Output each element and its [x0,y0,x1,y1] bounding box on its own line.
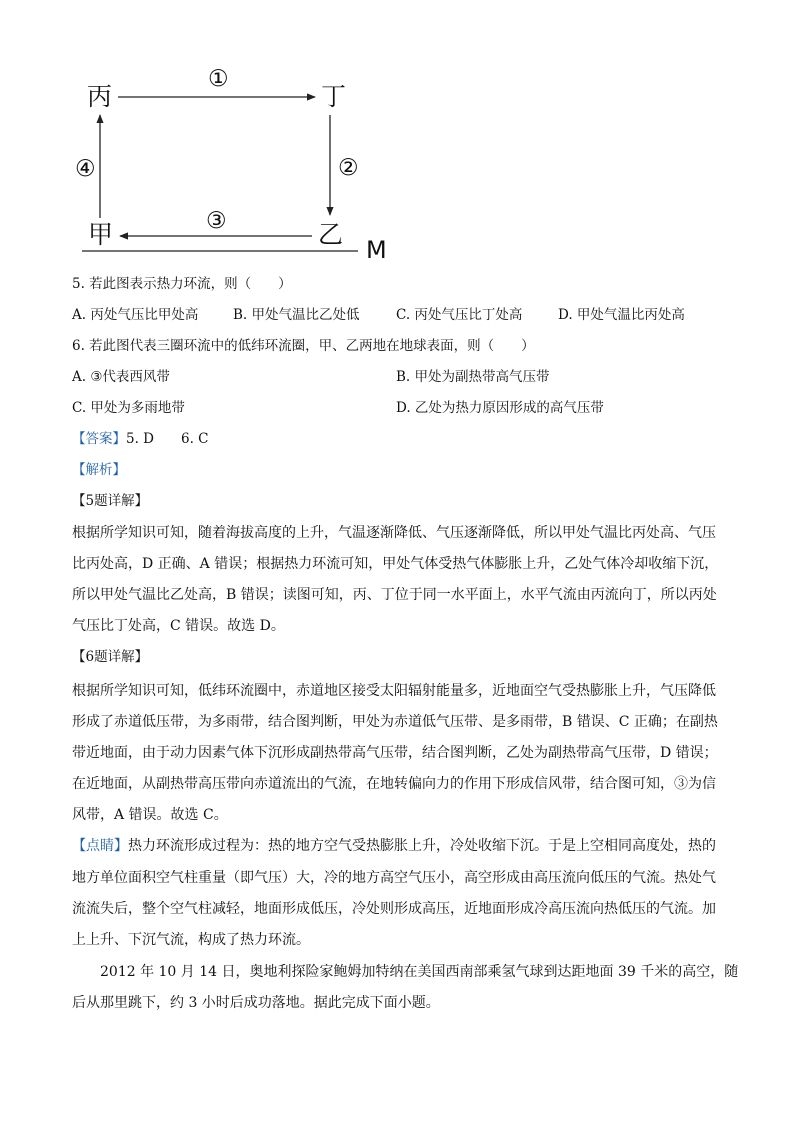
tip-line: 地方单位面积空气柱重量（即气压）大，冷的地方高空气压小，高空形成由高压流向低压的气流。热处气 [72,870,716,886]
tip-line: 流流失后，整个空气柱减轻，地面形成低压，冷处则形成高压，近地面形成冷高压流向热低压的气流。加 [72,901,716,917]
detail-6-line: 形成了赤道低压带，为多雨带，结合图判断，甲处为赤道低气压带、是多雨带，B 错误、C 正确；在副热 [72,714,718,730]
detail-6-line: 根据所学知识可知，低纬环流圈中，赤道地区接受太阳辐射能量多，近地面空气受热膨胀上升，气压降低 [72,683,716,699]
detail-6-tag: 【6题详解】 [72,649,149,665]
detail-6-line: 在近地面，从副热带高压带向赤道流出的气流，在地转偏向力的作用下形成信风带，结合图可知，③为信 [72,776,716,792]
answer-tag: 【答案】 [72,431,126,447]
q5-option-c: C. 丙处气压比丁处高 [396,307,523,323]
label-jia: 甲 [88,220,114,249]
question-6-stem: 6. 若此图代表三圈环流中的低纬环流圈，甲、乙两地在地球表面，则（ ） [72,338,535,354]
q6-option-a: A. ③代表西风带 [72,369,170,385]
q5-option-d: D. 甲处气温比丙处高 [558,307,685,323]
detail-6-line: 带近地面，由于动力因素气体下沉形成副热带高气压带，结合图判断，乙处为副热带高气压带，D 错误； [72,745,718,761]
q6-option-b: B. 甲处为副热带高气压带 [396,369,550,385]
label-m: M [366,236,387,264]
tip-line-first [72,839,722,853]
q6-option-d: D. 乙处为热力原因形成的高气压带 [396,400,604,416]
label-bing: 丙 [87,82,113,111]
circulation-diagram [60,60,400,270]
label-arrow-2: ② [338,155,359,181]
q5-option-b: B. 甲处气温比乙处低 [233,307,360,323]
label-arrow-1: ① [208,66,229,92]
analysis-tag: 【解析】 [72,462,126,478]
answer-line [72,433,209,447]
label-ding: 丁 [321,82,347,111]
detail-5-tag: 【5题详解】 [72,493,149,509]
detail-6-line: 风带，A 错误。故选 C。 [72,807,228,823]
tip-tag: 【点睛】 [72,838,128,854]
q5-option-a: A. 丙处气压比甲处高 [72,307,199,323]
label-arrow-4: ④ [75,156,96,182]
label-arrow-3: ③ [206,208,227,234]
answer-text: 5. D 6. C [126,431,209,447]
question-5-stem: 5. 若此图表示热力环流，则（ ） [72,276,292,292]
detail-5-line: 根据所学知识可知，随着海拔高度的上升，气温逐渐降低、气压逐渐降低，所以甲处气温比丙处高、气压 [72,525,716,541]
q6-option-c: C. 甲处为多雨地带 [72,400,185,416]
intro-line: 后从那里跳下，约 3 小时后成功落地。据此完成下面小题。 [72,995,440,1011]
label-yi: 乙 [318,220,344,249]
detail-5-line: 所以甲处气温比乙处高，B 错误；读图可知，丙、丁位于同一水平面上，水平气流由丙流向丁，所以丙处 [72,587,717,603]
detail-5-line: 气压比丁处高，C 错误。故选 D。 [72,618,285,634]
tip-line: 上上升、下沉气流，构成了热力环流。 [72,932,310,948]
detail-5-line: 比丙处高，D 正确、A 错误；根据热力环流可知，甲处气体受热气体膨胀上升，乙处气体冷却收缩下沉， [72,556,719,572]
intro-line: 2012 年 10 月 14 日，奥地利探险家鲍姆加特纳在美国西南部乘氢气球到达距地面 39 千米的高空，随 [100,964,739,980]
tip-line: 热力环流形成过程为：热的地方空气受热膨胀上升，冷处收缩下沉。于是上空相同高度处，热的 [128,838,716,854]
